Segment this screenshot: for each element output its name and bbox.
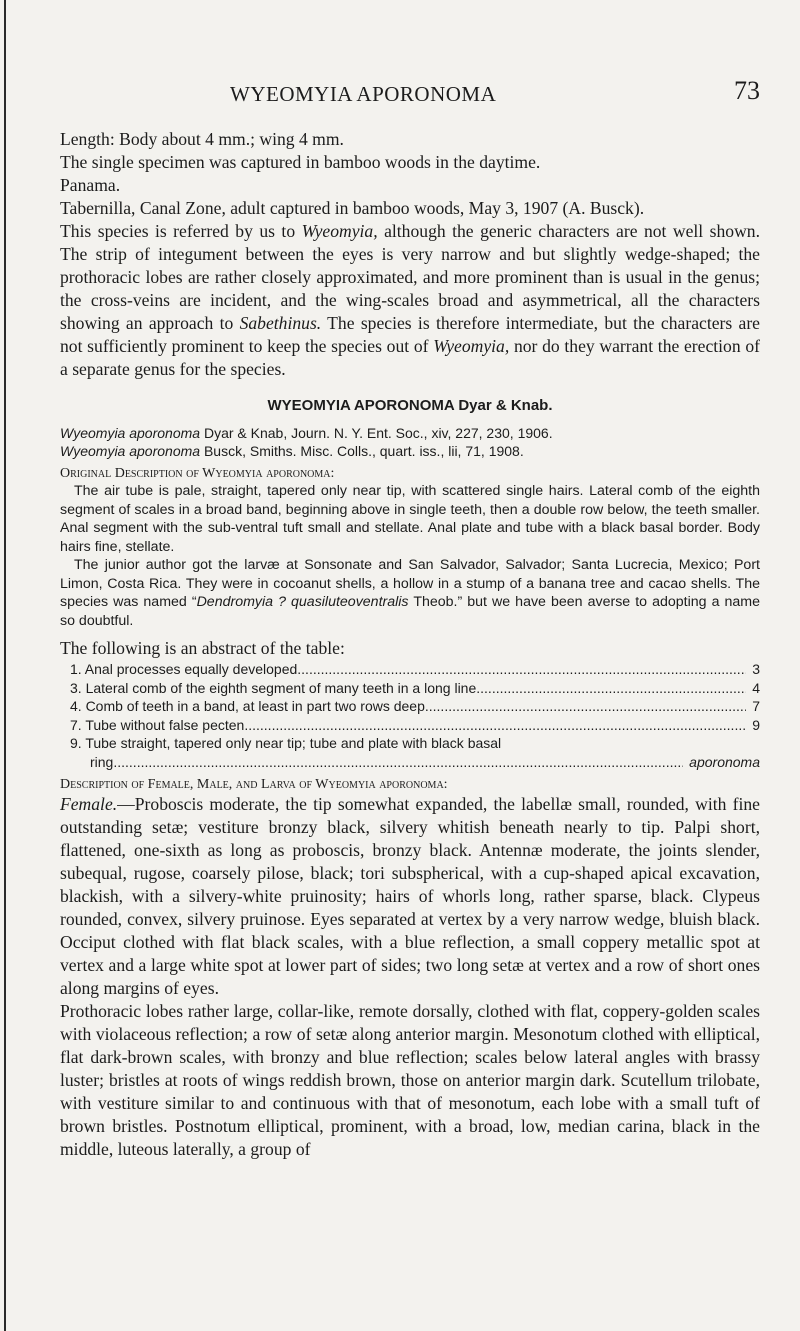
reference-line: Wyeomyia aporonoma Dyar & Knab, Journ. N. Y. Ent. Soc., xiv, 227, 230, 1906. <box>60 425 553 441</box>
species-heading: WYEOMYIA APORONOMA Dyar & Knab. <box>267 397 553 414</box>
abstract-intro: The following is an abstract of the table: <box>60 638 345 658</box>
locality-line: Panama. <box>60 175 121 195</box>
description-heading: Description of Female, Male, and Larva of Wyeomyia aporonoma: <box>60 777 448 792</box>
page-edge-rule <box>4 0 6 1331</box>
discussion-paragraph: This species is referred by us to Wyeomyia, although the generic characters are not well shown. The strip of integument between the eyes is very narrow and but slightly wedge-shaped; the prothoracic lobes are rather closely approximated, and more prominent than is usual in the genus; the cross-veins are incident, and the wing-scales broad and asymmetrical, all the characters showing an approach to Sabethinus. The species is therefore intermediate, but the characters are not sufficiently prominent to keep the species out of Wyeomyia, nor do they warrant the erection of a separate genus for the species. <box>60 221 760 379</box>
record-line: Tabernilla, Canal Zone, adult captured in bamboo woods, May 3, 1907 (A. Busck). <box>60 198 645 218</box>
page-header <box>60 76 760 112</box>
key-table <box>60 660 760 771</box>
collection-paragraph: The junior author got the larvæ at Sonsonate and San Salvador, Salvador; Santa Lucrecia, Mexico; Port Limon, Costa Rica. They were in cocoanut shells, a hollow in a stump of a banana tree and cacao shells. The species was named “Dendromyia ? quasiluteoventralis Theob.” but we have been averse to adopting a name so doubtful. <box>60 557 760 629</box>
original-description-heading: Original Description of Wyeomyia aporonoma: <box>60 466 335 481</box>
page-number: 73 <box>734 76 760 105</box>
length-line: Length: Body about 4 mm.; wing 4 mm. <box>60 129 344 149</box>
key-row: 7. Tube without false pecten ..... 9 <box>70 716 760 735</box>
running-title: WYEOMYIA APORONOMA <box>230 82 497 106</box>
page-body <box>60 128 760 1161</box>
key-row: ring ..... aporonoma <box>70 753 760 772</box>
key-row: 4. Comb of teeth in a band, at least in part two rows deep ..... 7 <box>70 697 760 716</box>
female-description: Female.—Proboscis moderate, the tip somewhat expanded, the labellæ small, rounded, with fine outstanding setæ; vestiture bronzy black, silvery whitish beneath nearly to tip. Palpi short, flattened, one-sixth as long as proboscis, bronzy black. Antennæ moderate, the joints slender, subequal, rugose, coarsely pilose, black; tori subspherical, with a cup-shaped apical excavation, blackish, with a silvery-white pruinosity; hairs of whorls long, rather sparse, black. Clypeus rounded, convex, silvery pruinose. Eyes separated at vertex by a very narrow wedge, bluish black. Occiput clothed with flat black scales, with a blue reflection, a small coppery metallic spot at vertex and a large white spot at lower part of sides; two long setæ at vertex and a row of short ones along margins of eyes. <box>60 794 760 998</box>
thorax-description: Prothoracic lobes rather large, collar-like, remote dorsally, clothed with flat, coppery-golden scales with violaceous reflection; a row of setæ along anterior margin. Mesonotum clothed with elliptical, flat dark-brown scales, with bronzy and blue reflection; scales below lateral angles with brassy luster; bristles at roots of wings reddish brown, those on anterior margin dark. Scutellum trilobate, with vestiture similar to and continuous with that of mesonotum, each lobe with a small tuft of brown bristles. Postnotum elliptical, prominent, with a broad, low, median carina, black in the middle, luteous laterally, a group of <box>60 1001 760 1159</box>
single-specimen-line: The single specimen was captured in bamboo woods in the daytime. <box>60 152 541 172</box>
key-row: 1. Anal processes equally developed ..... 3 <box>70 660 760 679</box>
key-row: 9. Tube straight, tapered only near tip; tube and plate with black basal <box>70 735 502 751</box>
original-description-paragraph: The air tube is pale, straight, tapered only near tip, with scattered single hairs. Lateral comb of the eighth segment of scales in a broad band, beginning above in single teeth, then a double row below, the teeth smaller. Anal segment with the sub-ventral tuft small and stellate. Anal plate and tube with a black basal border. Body hairs fine, stellate. <box>60 483 760 555</box>
reference-line: Wyeomyia aporonoma Busck, Smiths. Misc. Colls., quart. iss., lii, 71, 1908. <box>60 443 524 459</box>
key-row: 3. Lateral comb of the eighth segment of many teeth in a long line ..... 4 <box>70 679 760 698</box>
